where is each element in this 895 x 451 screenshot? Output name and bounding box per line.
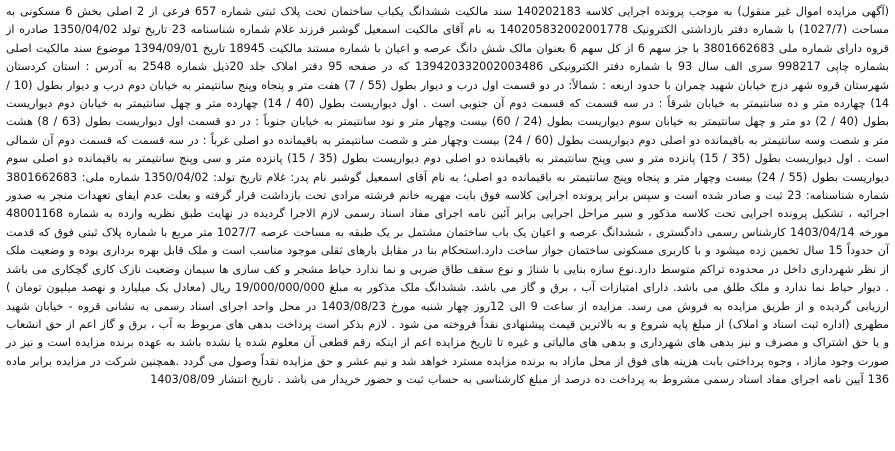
auction-notice-text: (آگهی مزایده اموال غیر منقول) به موجب پرونده اجرایی کلاسه 140202183 سند مالکیت ششدانگ یکباب ساختمان تحت پلاک ثبتی شماره 657 فرعی از 2 اصلی بخش 6 مسکونی به مساحت (1027/7) با شماره دفتر بازداشتی الکترونیک 140205832002001778 به نام آقای مالکیت اسمعیل گوشبر فرزند غلام شماره شناسنامه 23 تاریخ تولد 1350/04/02 صادره از قروه دارای شماره ملی 3801662683 با جز سهم 6 از کل سهم 6 بعنوان مالک شش دانگ عرصه و اعیان با شماره مستند مالکیت 18945 تاریخ 1394/09/01 موضوع سند مالکیت اصلی بشماره چاپی 998217 سری الف سال 93 با شماره دفتر الکترونیکی 139420332002003486 که در صفحه 95 دفتر املاک جلد 20ذیل شماره 2548 به آدرس : استان کردستان شهرستان قروه شهر دزج خیابان شهید چمران با حدود اربعه : شمالاً: در دو قسمت اول درب و دیوار بطول (55 / 7) هفت متر و پنجاه وپنج سانتیمتر به خیابان دوم درب و دیوار بطول (10 / 14) چهارده متر و ده سانتیمتر به خیابان شرقاً : در سه قسمت که قسمت دوم آن جنوبی است . اول دیواریست بطول (40 / 14) چهارده متر و چهل سانتیمتر به خیابان دوم دیواریست بطول (40 / 2) دو متر و چهل سانتیمتر به خیابان سوم دیواریست بطول (24 / 60) بیست وچهار متر و نود سانتیمتر به خیابان جنوباً : در دو قسمت اول دیواریست بطول (63 / 8) هشت متر و شصت وسه سانتیمتر به باقیمانده دو اصلی دوم دیواریست بطول (60 / 24) بیست وچهار متر و شصت سانتیمتر به باقیمانده دو اصلی غرباً : در سه قسمت که قسمت دوم آن شمالی است . اول دیواریست بطول (35 / 15) پانزده متر و سی وپنج سانتیمتر به باقیمانده دو اصلی دوم دیواریست بطول (35 / 15) پانزده متر و سی وپنج سانتیمتر به باقیمانده دو اصلی سوم دیواریست بطول (55 / 24) بیست وچهار متر و پنجاه وپنج سانتیمتر به باقیمانده دو اصلی؛ به نام آقای اسمعیل گوشبر نام پدر: غلام تاریخ تولد: 1350/04/02 شماره ملی: 3801662683 شماره شناسنامه: 23 ثبت و صادر شده است و سپس برابر پرونده اجرایی کلاسه فوق بابت مهریه خانم فرشته مرادی تحت بازداشت قرار گرفته و بعلت عدم ایفای تعهدات منجر به صدور اجرائیه ، تشکیل پرونده اجرایی تحت کلاسه مذکور و سیر مراحل اجرایی برابر آئین نامه اجرای مفاد اسناد رسمی لازم الاجرا گردیده در نهایت طبق نظریه وارده به شماره 48001168 مورخه 1403/04/14 کارشناس رسمی دادگستری ، ششدانگ عرصه و اعیان یک باب ساختمان مشتمل بر یک طبقه به مساحت عرصه 1027/7 متر مربع با شماره پلاک ثبتی فوق که قدمت آن حدوداً 15 سال تخمین زده میشود و با کاربری مسکونی ساختمان جواز ساخت دارد.استحکام بنا در مقابل بارهای ثقلی موجود مناسب است و ملک قابل بهره برداری بوده و وضعیت ملک از نظر شهرداری داخل در محدوده تراکم متوسط دارد.نوع سازه بنایی با شناژ و نوع سقف طاق ضربی و نما ندارد حیاط مشجر و کف سازی ها سیمان وضعیت نازک کاری گچکاری می باشد . دیوار حیاط نما ندارد و ملک طلق می باشد. دارای امتیازات آب ، برق و گاز می باشد. ششدانگ ملک مذکور به مبلغ 19/000/000/000 ریال (معادل یک میلیارد و نهصد میلیون تومان ) ارزیابی گردیده و از طریق مزایده به فروش می رسد. مزایده از ساعت 9 الی 12روز چهار شنبه مورخ 1403/08/23 در محل واحد اجرای اسناد رسمی به نشانی قروه - خیابان شهید مطهری (اداره ثبت اسناد و املاک) از مبلغ پایه شروع و به بالاترین قیمت پیشنهادی نقداً فروخته می شود . لازم بذکر است پرداخت بدهی های مربوط به آب ، برق و گاز اعم از حق انشعاب و یا حق اشتراک و مصرف و نیز بدهی های شهرداری و بدهی های مالیاتی و غیره تا تاریخ مزایده اعم از اینکه رقم قطعی آن معلوم شده یا نشده باشد به عهده برنده مزایده است و نیز در صورت وجود مازاد ، وجوه پرداختی بابت هزینه های فوق از محل مازاد به برنده مزایده مسترد خواهد شد و نیم عشر و حق مزایده نقداً وصول می گردد .همچنین شرکت در مزایده برابر ماده 136 آیین نامه اجرای مفاد اسناد رسمی مشروط به پرداخت ده درصد از مبلغ کارشناسی به حساب ثبت و حضور خریدار می باشد . تاریخ انتشار 1403/08/09 xyxy=(6,5,890,387)
